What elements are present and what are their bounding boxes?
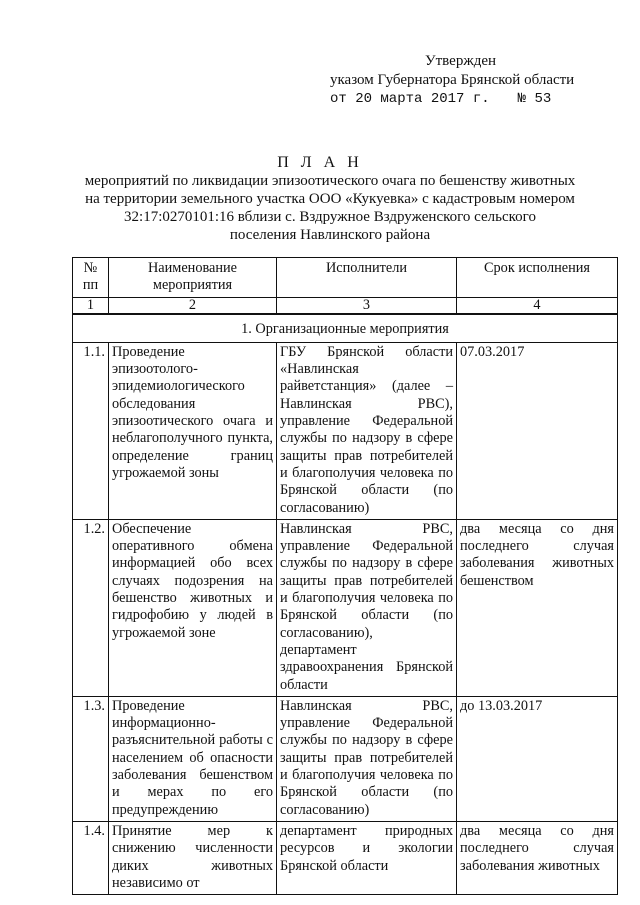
row-number: 1.3. xyxy=(73,696,109,821)
table-row xyxy=(73,821,618,894)
column-number: 3 xyxy=(277,297,457,314)
plan-subtitle-line: мероприятий по ликвидации эпизоотического очага по бешенству животных xyxy=(84,173,576,189)
plan-title: П Л А Н xyxy=(277,154,363,171)
approval-date: от 20 марта 2017 г. xyxy=(330,91,490,107)
column-number-row xyxy=(73,297,618,314)
approval-block xyxy=(330,52,620,109)
table-row xyxy=(73,342,618,519)
row-executors: Навлинская РВС, управление Федеральной службы по надзору в сфере защиты прав потребителей и благополучия человека по Брянской области (по согласованию), департамент здравоохранения Брянской области xyxy=(277,519,457,696)
approval-date-line xyxy=(330,90,620,109)
column-number: 4 xyxy=(457,297,618,314)
row-executors: департамент природных ресурсов и экологии Брянской области xyxy=(277,821,457,894)
row-executors: Навлинская РВС, управление Федеральной службы по надзору в сфере защиты прав потребителей и благополучия человека по Брянской области (по согласованию) xyxy=(277,696,457,821)
plan-subtitle-line: на территории земельного участка ООО «Кукуевка» с кадастровым номером xyxy=(85,191,575,207)
plan-subtitle-line: 32:17:0270101:16 вблизи с. Вздружное Вздруженского сельского xyxy=(124,209,536,225)
header-name: Наименование мероприятия xyxy=(109,258,277,298)
approval-heading: Утвержден xyxy=(425,53,497,69)
row-activity: Обеспечение оперативного обмена информацией обо всех случаях подозрения на бешенство животных и гидрофобию у людей в угрожаемой зоне xyxy=(109,519,277,696)
approval-decree: указом Губернатора Брянской области xyxy=(330,72,575,88)
row-activity: Проведение эпизоотолого-эпидемиологического обследования эпизоотического очага и неблагополучного пункта, определение границ угрожаемой зоны xyxy=(109,342,277,519)
row-deadline: два месяца со дня последнего случая заболевания животных бешенством xyxy=(457,519,618,696)
approval-number: № 53 xyxy=(517,91,552,107)
table-header-row xyxy=(73,258,618,298)
section-title: 1. Организационные мероприятия xyxy=(73,314,618,343)
header-executors: Исполнители xyxy=(277,258,457,298)
header-deadline: Срок исполнения xyxy=(457,258,618,298)
row-number: 1.1. xyxy=(73,342,109,519)
plan-subtitle-line: поселения Навлинского района xyxy=(229,227,431,243)
row-deadline: 07.03.2017 xyxy=(457,342,618,519)
column-number: 1 xyxy=(73,297,109,314)
row-activity: Принятие мер к снижению численности диких животных независимо от xyxy=(109,821,277,894)
row-number: 1.4. xyxy=(73,821,109,894)
table-row xyxy=(73,696,618,821)
row-deadline: до 13.03.2017 xyxy=(457,696,618,821)
plan-table xyxy=(72,257,618,895)
row-deadline: два месяца со дня последнего случая заболевания животных xyxy=(457,821,618,894)
header-num: № пп xyxy=(73,258,109,298)
plan-subtitle xyxy=(60,172,600,244)
column-number: 2 xyxy=(109,297,277,314)
section-row xyxy=(73,314,618,343)
table-row xyxy=(73,519,618,696)
row-activity: Проведение информационно-разъяснительной работы с населением об опасности заболевания бешенством и мерах по его предупреждению xyxy=(109,696,277,821)
row-number: 1.2. xyxy=(73,519,109,696)
row-executors: ГБУ Брянской области «Навлинская райветстанция» (далее – Навлинская РВС), управление Федеральной службы по надзору в сфере защиты прав потребителей и благополучия человека по Брянской области (по согласованию) xyxy=(277,342,457,519)
